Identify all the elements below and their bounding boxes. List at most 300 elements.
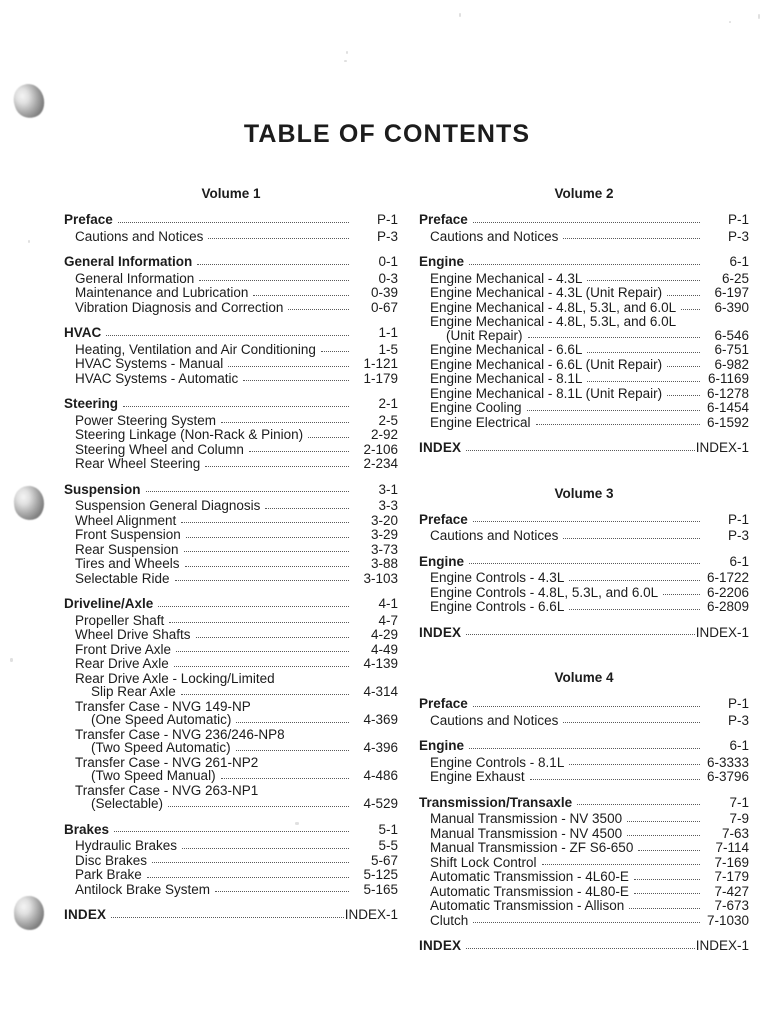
toc-entry-title: Manual Transmission - NV 3500 xyxy=(430,811,623,826)
toc-entry-cautions-and-notices[interactable] xyxy=(419,230,749,244)
binder-hole-shadow-top xyxy=(9,80,48,122)
dot-leader xyxy=(466,947,694,949)
dot-leader xyxy=(587,279,700,281)
dot-leader xyxy=(249,450,349,452)
dot-leader xyxy=(221,777,349,779)
toc-entry-page-number: 0-67 xyxy=(370,299,398,315)
toc-entry-heating-ventilation-and-air-conditioning[interactable] xyxy=(64,343,398,357)
dot-leader xyxy=(473,921,700,923)
dot-leader xyxy=(118,221,349,223)
toc-entry-general-information[interactable] xyxy=(64,272,398,286)
dot-leader xyxy=(527,409,700,411)
dot-leader xyxy=(243,379,349,381)
dot-leader xyxy=(681,308,700,310)
toc-entry-page-number: 6-3333 xyxy=(706,754,749,770)
toc-section xyxy=(64,397,398,471)
toc-entry-title: (Two Speed Automatic) xyxy=(91,740,231,755)
toc-entry-page-number: 5-67 xyxy=(370,852,398,868)
toc-entry-title-line[interactable] xyxy=(64,700,398,714)
toc-entry-manual-transmission-zf-s6-650[interactable] xyxy=(419,841,749,855)
dot-leader xyxy=(577,803,700,805)
dot-leader xyxy=(536,423,700,425)
volume-block-volume-3 xyxy=(419,486,749,640)
toc-entry-title: Engine Mechanical - 6.6L xyxy=(430,342,583,357)
toc-entry-page-number: 3-3 xyxy=(378,498,398,513)
toc-section xyxy=(419,255,749,429)
toc-entry-park-brake[interactable] xyxy=(64,868,398,882)
dot-leader xyxy=(466,633,694,635)
toc-entry-hvac-systems-automatic[interactable] xyxy=(64,372,398,386)
toc-entry-title: Park Brake xyxy=(75,867,142,882)
toc-entry-page-number: 6-1169 xyxy=(707,371,749,386)
toc-entry-engine-exhaust[interactable] xyxy=(419,770,749,784)
toc-entry-title-line[interactable] xyxy=(64,756,398,770)
toc-entry-driveline-axle[interactable] xyxy=(64,597,398,611)
toc-entry-engine[interactable] xyxy=(419,739,749,753)
toc-entry-engine-mechanical-4-3l[interactable] xyxy=(419,272,749,286)
toc-entry-engine-mechanical-4-3l-unit-repair[interactable] xyxy=(419,286,749,300)
toc-entry-title: Front Drive Axle xyxy=(75,641,172,657)
toc-entry-title: Engine Mechanical - 4.8L, 5.3L, and 6.0L xyxy=(430,314,677,329)
toc-entry-page-number: 7-114 xyxy=(715,840,749,855)
toc-entry-automatic-transmission-4l80-e[interactable] xyxy=(419,885,749,899)
toc-entry-title: Manual Transmission - ZF S6-650 xyxy=(430,840,634,855)
toc-entry-page-number: 0-1 xyxy=(378,254,398,269)
toc-entry-title: Cautions and Notices xyxy=(430,712,559,728)
volume-heading: Volume 2 xyxy=(554,186,614,201)
toc-entry-title: Wheel Drive Shafts xyxy=(75,627,191,642)
dot-leader xyxy=(473,705,700,707)
dot-leader xyxy=(186,536,349,538)
toc-entry-title: Automatic Transmission - 4L80-E xyxy=(430,883,629,899)
toc-entry-vibration-diagnosis-and-correction[interactable] xyxy=(64,301,398,315)
toc-entry-page-number: 7-9 xyxy=(729,811,749,826)
toc-entry-front-suspension[interactable] xyxy=(64,528,398,542)
dot-leader xyxy=(569,763,700,765)
volume-block-volume-2 xyxy=(419,186,749,455)
toc-entry-maintenance-and-lubrication[interactable] xyxy=(64,286,398,300)
toc-entry-title: General Information xyxy=(75,270,195,286)
toc-entry-title: Engine Controls - 8.1L xyxy=(430,754,565,770)
toc-entry-steering-wheel-and-column[interactable] xyxy=(64,443,398,457)
toc-entry-title: Cautions and Notices xyxy=(75,228,204,244)
toc-entry-page-number: P-1 xyxy=(727,511,749,527)
toc-entry-title: Maintenance and Lubrication xyxy=(75,285,249,300)
volume-heading: Volume 3 xyxy=(554,485,614,501)
toc-entry-title: Rear Drive Axle - Locking/Limited xyxy=(75,670,275,686)
toc-section xyxy=(64,823,398,897)
toc-section xyxy=(64,597,398,811)
toc-section xyxy=(419,697,749,727)
toc-entry-title: Rear Drive Axle xyxy=(75,656,169,671)
toc-entry-suspension[interactable] xyxy=(64,483,398,497)
volume-block-volume-4 xyxy=(419,670,749,953)
toc-entry-page-number: 4-7 xyxy=(378,612,398,628)
toc-entry-engine-electrical[interactable] xyxy=(419,416,749,430)
toc-entry-cautions-and-notices[interactable] xyxy=(419,529,749,543)
toc-section xyxy=(64,213,398,243)
toc-section xyxy=(419,513,749,543)
dot-leader xyxy=(542,863,700,865)
toc-entry-title: Engine xyxy=(419,738,465,753)
toc-entry-title-line[interactable] xyxy=(64,728,398,742)
toc-entry-page-number: 4-29 xyxy=(370,627,398,642)
toc-section xyxy=(64,908,398,922)
toc-entry-engine-mechanical-8-1l-unit-repair[interactable] xyxy=(419,387,749,401)
dot-leader xyxy=(629,907,700,909)
toc-entry-title: Cautions and Notices xyxy=(430,528,559,543)
toc-entry-clutch[interactable] xyxy=(419,914,749,928)
toc-entry-page-number: 6-1278 xyxy=(706,385,749,401)
toc-entry-title: HVAC Systems - Automatic xyxy=(75,370,239,386)
toc-entry-wheel-alignment[interactable] xyxy=(64,514,398,528)
toc-entry-page-number: P-3 xyxy=(727,712,749,728)
dot-leader xyxy=(569,608,700,610)
volume-block-volume-1 xyxy=(64,186,398,922)
dot-leader xyxy=(147,876,349,878)
toc-entry-title: Power Steering System xyxy=(75,412,217,428)
toc-entry-rear-drive-axle[interactable] xyxy=(64,657,398,671)
dot-leader xyxy=(175,579,349,581)
toc-entry-title: Rear Wheel Steering xyxy=(75,456,201,471)
dot-leader xyxy=(228,365,349,367)
toc-entry-general-information[interactable] xyxy=(64,255,398,269)
toc-entry-page-number: 3-20 xyxy=(370,512,398,528)
toc-entry-steering-linkage-non-rack-pinion[interactable] xyxy=(64,428,398,442)
toc-entry-page-number: 6-197 xyxy=(714,285,749,300)
toc-entry-title: INDEX xyxy=(419,938,462,953)
toc-entry-preface[interactable] xyxy=(419,213,749,227)
toc-entry-index[interactable] xyxy=(419,626,749,640)
dot-leader xyxy=(667,394,700,396)
toc-entry-page-number: 4-1 xyxy=(378,596,398,611)
toc-entry-title: Disc Brakes xyxy=(75,852,148,868)
toc-entry-title: Transfer Case - NVG 149-NP xyxy=(75,698,251,714)
toc-entry-page-number: 4-529 xyxy=(363,796,398,811)
toc-entry-engine-controls-4-8l-5-3l-and-6-0l[interactable] xyxy=(419,586,749,600)
toc-entry-title: Engine Electrical xyxy=(430,414,531,430)
toc-entry-page-number: 2-106 xyxy=(363,441,398,457)
toc-entry-preface[interactable] xyxy=(64,213,398,227)
toc-entry-title: Engine Mechanical - 4.3L xyxy=(430,270,583,286)
dot-leader xyxy=(106,334,349,336)
dot-leader xyxy=(466,449,694,451)
dot-leader xyxy=(176,650,349,652)
dot-leader xyxy=(208,237,349,239)
dot-leader xyxy=(473,520,700,522)
toc-entry-title: Antilock Brake System xyxy=(75,881,211,897)
toc-entry-page-number: 6-3796 xyxy=(706,769,749,784)
toc-entry-tires-and-wheels[interactable] xyxy=(64,557,398,571)
toc-entry-page-number: 7-179 xyxy=(714,869,749,884)
toc-entry-title: (Unit Repair) xyxy=(446,327,523,343)
toc-entry-title: Manual Transmission - NV 4500 xyxy=(430,825,623,841)
toc-entry-page-number: 1-179 xyxy=(363,370,398,386)
toc-section xyxy=(419,939,749,953)
toc-entry-wheel-drive-shafts[interactable] xyxy=(64,628,398,642)
dot-leader xyxy=(215,890,349,892)
toc-entry-title: Clutch xyxy=(430,912,469,928)
scan-speck xyxy=(459,13,461,17)
toc-entry-title: Preface xyxy=(419,696,468,711)
toc-entry-engine-mechanical-6-6l-unit-repair[interactable] xyxy=(419,358,749,372)
toc-entry-transfer-case-nvg-236-246-np8[interactable] xyxy=(64,741,398,755)
dot-leader xyxy=(181,693,349,695)
toc-entry-title: Steering Wheel and Column xyxy=(75,441,244,457)
toc-entry-title: Engine Mechanical - 4.3L (Unit Repair) xyxy=(430,285,663,300)
toc-entry-page-number: 0-39 xyxy=(370,285,398,300)
dot-leader xyxy=(146,490,349,492)
toc-entry-page-number: INDEX-1 xyxy=(695,938,749,953)
dot-leader xyxy=(469,263,700,265)
toc-entry-page-number: 7-1 xyxy=(729,794,749,810)
dot-leader xyxy=(199,279,349,281)
toc-entry-antilock-brake-system[interactable] xyxy=(64,883,398,897)
dot-leader xyxy=(473,221,700,223)
toc-entry-engine-mechanical-4-8l-5-3l-and-6-0l[interactable] xyxy=(419,301,749,315)
dot-leader xyxy=(174,665,349,667)
toc-section xyxy=(419,555,749,614)
toc-entry-page-number: 6-2206 xyxy=(706,584,749,600)
toc-entry-page-number: 4-486 xyxy=(363,768,398,783)
toc-entry-title: INDEX xyxy=(419,440,462,455)
toc-entry-page-number: 4-369 xyxy=(363,712,398,727)
toc-entry-page-number: 6-1 xyxy=(729,553,749,569)
dot-leader xyxy=(308,436,349,438)
toc-section xyxy=(419,626,749,640)
toc-entry-title: Tires and Wheels xyxy=(75,556,180,571)
toc-entry-title: Front Suspension xyxy=(75,527,181,542)
toc-entry-page-number: 2-5 xyxy=(378,412,398,428)
dot-leader xyxy=(667,365,700,367)
toc-entry-title: Engine Exhaust xyxy=(430,769,525,784)
toc-entry-cautions-and-notices[interactable] xyxy=(419,714,749,728)
dot-leader xyxy=(169,621,349,623)
toc-entry-steering[interactable] xyxy=(64,397,398,411)
toc-entry-preface[interactable] xyxy=(419,697,749,711)
toc-entry-brakes[interactable] xyxy=(64,823,398,837)
toc-entry-title: Selectable Ride xyxy=(75,570,170,586)
toc-entry-front-drive-axle[interactable] xyxy=(64,643,398,657)
toc-entry-transfer-case-nvg-261-np2[interactable] xyxy=(64,769,398,783)
toc-entry-title: Transmission/Transaxle xyxy=(419,794,573,810)
toc-entry-automatic-transmission-allison[interactable] xyxy=(419,899,749,913)
toc-entry-hvac-systems-manual[interactable] xyxy=(64,357,398,371)
dot-leader xyxy=(667,294,700,296)
toc-entry-engine-cooling[interactable] xyxy=(419,401,749,415)
toc-entry-engine-mechanical-6-6l[interactable] xyxy=(419,343,749,357)
dot-leader xyxy=(221,421,349,423)
dot-leader xyxy=(634,892,700,894)
dot-leader xyxy=(569,579,700,581)
toc-entry-title: Steering Linkage (Non-Rack & Pinion) xyxy=(75,427,304,442)
scan-speck xyxy=(344,60,347,62)
scan-speck xyxy=(346,51,348,54)
toc-entry-page-number: P-1 xyxy=(727,212,749,227)
dot-leader xyxy=(111,916,343,918)
dot-leader xyxy=(253,294,349,296)
toc-section xyxy=(419,213,749,243)
toc-entry-index[interactable] xyxy=(64,908,398,922)
binder-hole-shadow-middle xyxy=(12,484,46,522)
toc-entry-title: (Two Speed Manual) xyxy=(91,768,216,783)
dot-leader xyxy=(265,507,349,509)
toc-section xyxy=(419,441,749,455)
toc-entry-title: Transfer Case - NVG 236/246-NP8 xyxy=(75,726,285,742)
dot-leader xyxy=(236,721,349,723)
toc-entry-title: INDEX xyxy=(64,907,107,922)
toc-entry-page-number: 4-139 xyxy=(363,656,398,671)
scan-speck xyxy=(10,658,13,662)
toc-entry-preface[interactable] xyxy=(419,513,749,527)
toc-entry-title: Engine Mechanical - 4.8L, 5.3L, and 6.0L xyxy=(430,299,677,315)
toc-entry-title: Automatic Transmission - 4L60-E xyxy=(430,869,629,884)
dot-leader xyxy=(236,749,349,751)
toc-entry-engine-controls-6-6l[interactable] xyxy=(419,600,749,614)
toc-entry-rear-wheel-steering[interactable] xyxy=(64,457,398,471)
toc-entry-engine-controls-4-3l[interactable] xyxy=(419,571,749,585)
toc-entry-page-number: 7-169 xyxy=(714,854,749,870)
dot-leader xyxy=(168,805,349,807)
toc-entry-title: HVAC Systems - Manual xyxy=(75,356,224,371)
volume-heading: Volume 4 xyxy=(554,670,614,685)
toc-entry-page-number: 3-73 xyxy=(370,541,398,557)
toc-entry-title: Engine Mechanical - 6.6L (Unit Repair) xyxy=(430,356,663,372)
toc-entry-title: (One Speed Automatic) xyxy=(91,712,232,727)
toc-entry-page-number: 5-165 xyxy=(363,881,398,897)
toc-entry-rear-drive-axle-locking-limited[interactable] xyxy=(64,685,398,699)
toc-entry-title-line[interactable] xyxy=(64,784,398,798)
toc-entry-page-number: 6-546 xyxy=(714,327,749,343)
toc-entry-title: General Information xyxy=(64,254,193,269)
toc-entry-power-steering-system[interactable] xyxy=(64,414,398,428)
toc-entry-title: Transfer Case - NVG 263-NP1 xyxy=(75,782,259,798)
toc-entry-index[interactable] xyxy=(419,939,749,953)
dot-leader xyxy=(152,861,349,863)
toc-entry-title: Vibration Diagnosis and Correction xyxy=(75,299,284,315)
toc-entry-selectable-ride[interactable] xyxy=(64,572,398,586)
toc-entry-page-number: 2-234 xyxy=(363,456,398,471)
toc-entry-page-number: 7-1030 xyxy=(706,912,749,928)
toc-section xyxy=(64,326,398,385)
toc-entry-page-number: 6-1592 xyxy=(706,414,749,430)
dot-leader xyxy=(638,849,700,851)
toc-entry-disc-brakes[interactable] xyxy=(64,854,398,868)
toc-entry-page-number: 4-49 xyxy=(370,641,398,657)
toc-entry-shift-lock-control[interactable] xyxy=(419,856,749,870)
toc-entry-transmission-transaxle[interactable] xyxy=(419,796,749,810)
toc-entry-page-number: 7-63 xyxy=(721,825,749,841)
toc-entry-cautions-and-notices[interactable] xyxy=(64,230,398,244)
volume-heading: Volume 1 xyxy=(201,186,261,201)
toc-entry-page-number: 1-121 xyxy=(363,356,398,371)
toc-section xyxy=(64,255,398,314)
toc-entry-page-number: 7-673 xyxy=(714,898,749,913)
toc-entry-rear-suspension[interactable] xyxy=(64,543,398,557)
toc-entry-page-number: 6-1 xyxy=(729,738,749,753)
binder-hole-shadow-bottom xyxy=(13,895,45,931)
toc-entry-title: Driveline/Axle xyxy=(64,596,154,611)
toc-entry-title: Automatic Transmission - Allison xyxy=(430,898,625,913)
dot-leader xyxy=(627,834,700,836)
toc-entry-title: Shift Lock Control xyxy=(430,854,537,870)
toc-entry-page-number: 3-29 xyxy=(370,527,398,542)
dot-leader xyxy=(634,878,700,880)
toc-entry-page-number: 6-390 xyxy=(714,299,749,315)
scan-speck xyxy=(758,14,760,19)
toc-entry-automatic-transmission-4l60-e[interactable] xyxy=(419,870,749,884)
toc-entry-title: Preface xyxy=(419,511,468,527)
toc-entry-page-number: P-3 xyxy=(727,228,749,244)
toc-entry-page-number: 1-1 xyxy=(378,325,398,340)
toc-entry-title: Preface xyxy=(64,212,113,227)
toc-entry-page-number: 6-25 xyxy=(721,270,749,286)
toc-entry-page-number: P-1 xyxy=(727,696,749,711)
toc-entry-title: Hydraulic Brakes xyxy=(75,838,178,853)
toc-entry-engine[interactable] xyxy=(419,255,749,269)
toc-column-left xyxy=(64,186,398,923)
toc-entry-page-number: 3-1 xyxy=(378,481,398,497)
toc-entry-suspension-general-diagnosis[interactable] xyxy=(64,499,398,513)
toc-entry-title-line[interactable] xyxy=(64,672,398,686)
toc-entry-page-number: 3-103 xyxy=(363,570,398,586)
toc-entry-title: Engine Controls - 6.6L xyxy=(430,599,565,614)
toc-entry-transfer-case-nvg-263-np1[interactable] xyxy=(64,797,398,811)
toc-entry-manual-transmission-nv-4500[interactable] xyxy=(419,827,749,841)
toc-entry-title-line[interactable] xyxy=(419,315,749,329)
scan-speck xyxy=(28,240,30,243)
toc-entry-transfer-case-nvg-149-np[interactable] xyxy=(64,713,398,727)
toc-entry-title: Engine xyxy=(419,254,465,269)
dot-leader xyxy=(182,847,349,849)
toc-entry-engine-mechanical-4-8l-5-3l-and-6-0l[interactable] xyxy=(419,329,749,343)
toc-entry-engine[interactable] xyxy=(419,555,749,569)
toc-entry-title: Engine Controls - 4.8L, 5.3L, and 6.0L xyxy=(430,584,659,600)
dot-leader xyxy=(563,537,700,539)
toc-entry-hydraulic-brakes[interactable] xyxy=(64,839,398,853)
scan-speck xyxy=(729,21,731,23)
toc-entry-page-number: 6-1 xyxy=(729,254,749,269)
toc-entry-page-number: INDEX-1 xyxy=(695,624,749,640)
toc-entry-propeller-shaft[interactable] xyxy=(64,614,398,628)
dot-leader xyxy=(158,605,349,607)
toc-entry-hvac[interactable] xyxy=(64,326,398,340)
page-title: TABLE OF CONTENTS xyxy=(243,119,531,148)
toc-entry-title: INDEX xyxy=(419,624,462,640)
toc-entry-index[interactable] xyxy=(419,441,749,455)
toc-entry-title: Engine Cooling xyxy=(430,400,522,415)
dot-leader xyxy=(587,351,700,353)
toc-section xyxy=(419,796,749,928)
toc-entry-title: Heating, Ventilation and Air Conditioning xyxy=(75,341,316,357)
dot-leader xyxy=(185,565,349,567)
dot-leader xyxy=(184,550,349,552)
toc-entry-title: Engine Mechanical - 8.1L xyxy=(430,371,583,386)
toc-entry-page-number: 7-427 xyxy=(714,883,749,899)
toc-entry-engine-controls-8-1l[interactable] xyxy=(419,756,749,770)
toc-entry-engine-mechanical-8-1l[interactable] xyxy=(419,372,749,386)
dot-leader xyxy=(197,263,349,265)
dot-leader xyxy=(321,350,349,352)
toc-entry-page-number: P-3 xyxy=(376,228,398,244)
dot-leader xyxy=(627,820,700,822)
dot-leader xyxy=(469,747,700,749)
dot-leader xyxy=(123,405,349,407)
toc-entry-page-number: 2-92 xyxy=(370,427,398,442)
dot-leader xyxy=(563,237,700,239)
toc-entry-manual-transmission-nv-3500[interactable] xyxy=(419,812,749,826)
toc-entry-page-number: 5-125 xyxy=(363,867,398,882)
